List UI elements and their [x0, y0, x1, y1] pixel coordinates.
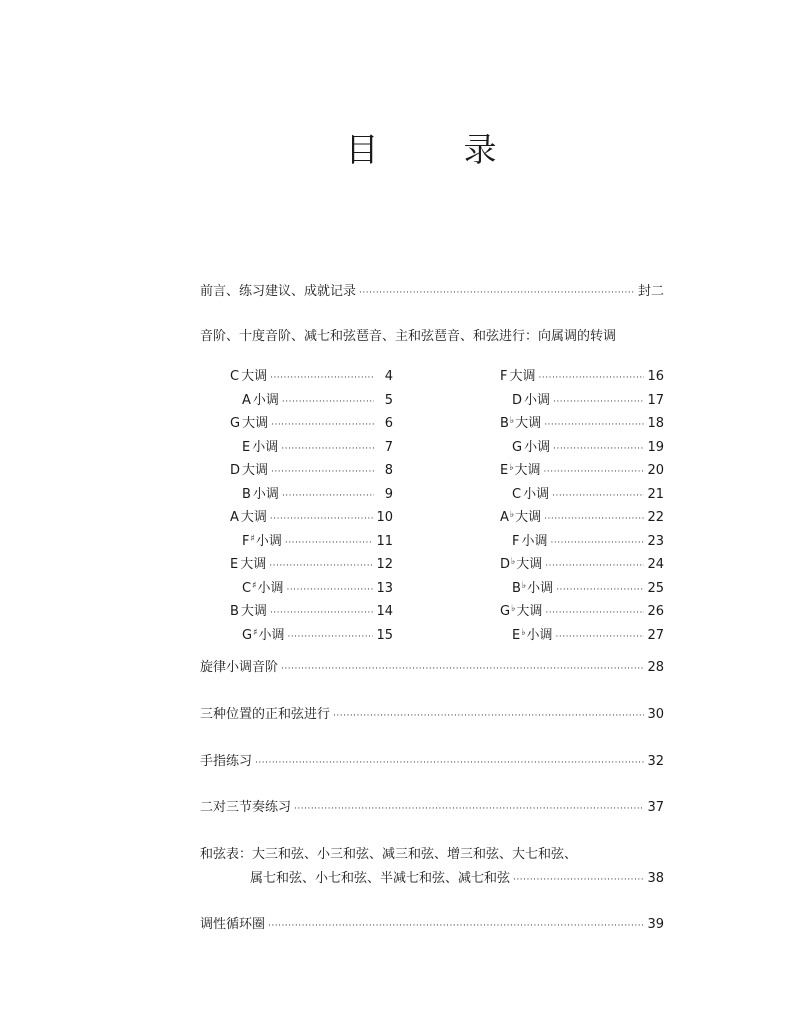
accidental-symbol: ♭ [511, 557, 516, 567]
key-letter: E [512, 627, 521, 643]
entry-label [230, 412, 268, 433]
entry-label: 二对三节奏练习 [200, 800, 292, 815]
entry-page: 27 [647, 627, 664, 643]
accidental-symbol: ♭ [509, 463, 514, 473]
key-letter: F [242, 533, 250, 549]
entry-page: 37 [647, 800, 664, 815]
entry-page: 20 [647, 463, 664, 478]
entry-page: 8 [384, 463, 393, 478]
entry-label [500, 600, 542, 621]
key-mode: 小调 [258, 627, 285, 643]
entry-label: 三种位置的正和弦进行 [200, 707, 331, 722]
key-mode: 小调 [252, 439, 279, 455]
entry-page: 7 [384, 439, 393, 455]
entry-label [242, 530, 282, 551]
entry-page: 16 [647, 369, 664, 384]
key-mode: 小调 [252, 486, 279, 502]
toc-entry-key[interactable] [512, 483, 664, 501]
key-letter: G [230, 416, 241, 431]
toc-entry-key[interactable] [242, 530, 393, 548]
entry-page: 15 [376, 627, 393, 643]
entry-label [500, 553, 542, 574]
entry-label [500, 459, 540, 480]
entry-label: 手指练习 [200, 754, 253, 769]
entry-page: 封二 [637, 284, 664, 299]
entry-label [230, 365, 267, 386]
key-letter: E [230, 557, 239, 572]
dot-leader [544, 510, 644, 528]
dot-leader [270, 369, 374, 387]
toc-entry-key[interactable] [512, 577, 664, 595]
key-letter: F [512, 533, 520, 549]
key-letter: A [500, 510, 509, 525]
entry-label [512, 483, 549, 504]
dot-leader [270, 604, 374, 622]
key-letter: D [512, 392, 523, 408]
entry-label [242, 389, 279, 410]
dot-leader [552, 487, 644, 505]
dot-leader [545, 557, 644, 575]
entry-page: 30 [647, 707, 664, 722]
entry-label [512, 577, 553, 598]
toc-entry-key[interactable] [230, 412, 393, 430]
key-mode: 小调 [252, 392, 279, 408]
key-letter: G [500, 604, 511, 619]
dot-leader [539, 369, 645, 387]
toc-entry-key[interactable] [500, 459, 664, 477]
dot-leader [551, 534, 645, 552]
entry-label [230, 459, 268, 480]
accidental-symbol: ♯ [252, 580, 257, 591]
toc-entry-key[interactable] [242, 389, 393, 407]
key-letter: B [500, 416, 509, 431]
dot-leader [294, 800, 644, 818]
key-mode: 大调 [242, 463, 269, 478]
dot-leader [281, 440, 374, 458]
key-mode: 大调 [240, 510, 267, 525]
dot-leader [359, 284, 635, 302]
dot-leader [556, 581, 644, 599]
dot-leader [553, 440, 644, 458]
key-mode: 小调 [527, 580, 554, 596]
entry-label [512, 436, 550, 457]
toc-entry-key[interactable] [242, 624, 393, 642]
key-letter: B [230, 604, 239, 619]
key-mode: 小调 [521, 533, 548, 549]
dot-leader [285, 534, 374, 552]
entry-label [242, 436, 278, 457]
key-mode: 大调 [240, 604, 267, 619]
entry-label [500, 412, 541, 433]
section-heading-scales: 音阶、十度音阶、减七和弦琶音、主和弦琶音、和弦进行：向属调的转调 [200, 329, 617, 344]
entry-label [512, 624, 552, 645]
toc-entry-key[interactable] [500, 506, 664, 524]
toc-entry-key[interactable] [242, 483, 393, 501]
entry-label: 属七和弦、小七和弦、半减七和弦、减七和弦 [250, 871, 511, 886]
entry-label: 调性循环圈 [200, 917, 266, 932]
entry-label [242, 577, 283, 598]
toc-entry-key[interactable] [512, 389, 664, 407]
entry-page: 19 [647, 439, 664, 455]
toc-entry-key[interactable] [230, 600, 393, 618]
dot-leader [513, 871, 644, 889]
entry-label [230, 553, 266, 574]
entry-page: 14 [376, 604, 393, 619]
entry-page: 39 [647, 917, 664, 932]
entry-page: 22 [647, 510, 664, 525]
dot-leader [281, 660, 644, 678]
chord-table-line-1: 和弦表：大三和弦、小三和弦、减三和弦、增三和弦、大七和弦、 [200, 847, 578, 862]
entry-label: 前言、练习建议、成就记录 [200, 284, 357, 299]
key-mode: 小调 [524, 392, 551, 408]
key-mode: 大调 [509, 369, 536, 384]
entry-page: 38 [647, 871, 664, 886]
accidental-symbol: ♯ [253, 627, 258, 638]
entry-page: 21 [647, 486, 664, 502]
accidental-symbol: ♭ [509, 416, 515, 426]
dot-leader [268, 917, 644, 935]
key-letter: C [230, 369, 240, 384]
page-title: 目 录 [345, 130, 523, 169]
entry-page: 26 [647, 604, 664, 619]
key-letter: B [242, 486, 251, 502]
entry-page: 10 [376, 510, 393, 525]
toc-entry-key[interactable] [512, 624, 664, 642]
entry-page: 17 [647, 392, 664, 408]
toc-entry-key[interactable] [500, 365, 664, 383]
key-mode: 小调 [255, 533, 282, 549]
key-letter: G [242, 627, 253, 643]
toc-entry-key[interactable] [230, 459, 393, 477]
dot-leader [545, 604, 644, 622]
accidental-symbol: ♭ [521, 627, 526, 638]
key-mode: 大调 [516, 557, 543, 572]
toc-entry-key[interactable] [512, 436, 664, 454]
toc-entry-key[interactable] [230, 553, 393, 571]
entry-page: 24 [647, 557, 664, 572]
entry-page: 25 [647, 580, 664, 596]
dot-leader [282, 487, 374, 505]
toc-entry-preface[interactable] [200, 283, 664, 301]
entry-label [500, 506, 541, 527]
dot-leader [286, 581, 373, 599]
accidental-symbol: ♭ [521, 580, 527, 591]
entry-page: 18 [647, 416, 664, 431]
key-mode: 小调 [524, 439, 551, 455]
toc-entry-key[interactable] [500, 412, 664, 430]
key-mode: 大调 [515, 510, 542, 525]
key-mode: 大调 [240, 557, 267, 572]
toc-entry-two-against-three[interactable] [200, 799, 664, 817]
key-mode: 小调 [257, 580, 284, 596]
entry-page: 4 [384, 369, 393, 384]
dot-leader [271, 416, 374, 434]
entry-label [242, 483, 279, 504]
entry-label [242, 624, 284, 645]
dot-leader [269, 557, 373, 575]
key-letter: E [242, 439, 251, 455]
toc-entry-key[interactable] [242, 577, 393, 595]
entry-page: 12 [376, 557, 393, 572]
key-mode: 大调 [514, 463, 541, 478]
accidental-symbol: ♭ [509, 510, 515, 520]
toc-entry-key[interactable] [230, 506, 393, 524]
entry-label [230, 600, 267, 621]
dot-leader [333, 707, 644, 725]
entry-page: 13 [376, 580, 393, 596]
toc-entry-key[interactable] [242, 436, 393, 454]
dot-leader [282, 393, 374, 411]
dot-leader [255, 754, 644, 772]
entry-label [230, 506, 267, 527]
dot-leader [287, 628, 373, 646]
key-mode: 大调 [515, 416, 542, 431]
key-letter: D [500, 557, 511, 572]
toc-entry-melodic-minor[interactable] [200, 659, 664, 677]
dot-leader [555, 628, 644, 646]
entry-page: 28 [647, 660, 664, 675]
dot-leader [553, 393, 644, 411]
entry-label [500, 365, 536, 386]
toc-entry-finger-exercises[interactable] [200, 753, 664, 771]
entry-page: 23 [647, 533, 664, 549]
key-letter: B [512, 580, 521, 596]
accidental-symbol: ♯ [250, 533, 255, 544]
key-mode: 大调 [516, 604, 543, 619]
key-mode: 小调 [526, 627, 553, 643]
entry-label [512, 389, 550, 410]
dot-leader [543, 463, 644, 481]
toc-entry-key[interactable] [500, 553, 664, 571]
key-letter: C [242, 580, 252, 596]
entry-label: 旋律小调音阶 [200, 660, 279, 675]
key-letter: F [500, 369, 508, 384]
toc-entry-chord-table[interactable] [250, 870, 664, 888]
toc-entry-key[interactable] [500, 600, 664, 618]
key-letter: E [500, 463, 509, 478]
entry-page: 6 [384, 416, 393, 431]
accidental-symbol: ♭ [511, 604, 516, 614]
toc-entry-circle-of-keys[interactable] [200, 916, 664, 934]
key-letter: A [242, 392, 251, 408]
dot-leader [544, 416, 644, 434]
key-mode: 大调 [242, 416, 269, 431]
dot-leader [270, 510, 374, 528]
entry-label [512, 530, 548, 551]
key-mode: 小调 [523, 486, 550, 502]
key-letter: A [230, 510, 239, 525]
toc-entry-three-positions[interactable] [200, 706, 664, 724]
entry-page: 32 [647, 754, 664, 769]
toc-entry-key[interactable] [512, 530, 664, 548]
toc-entry-key[interactable] [230, 365, 393, 383]
key-mode: 大调 [241, 369, 268, 384]
entry-page: 5 [384, 392, 393, 408]
key-letter: G [512, 439, 523, 455]
entry-page: 11 [376, 533, 393, 549]
key-letter: D [230, 463, 241, 478]
dot-leader [271, 463, 374, 481]
entry-page: 9 [384, 486, 393, 502]
key-letter: C [512, 486, 522, 502]
